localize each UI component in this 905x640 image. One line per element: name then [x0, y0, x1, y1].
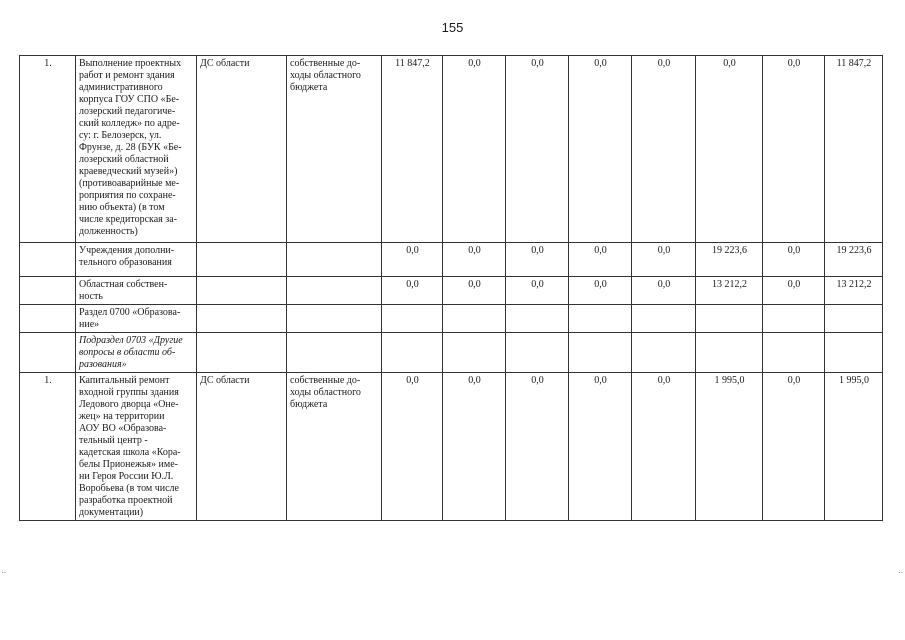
scan-mark-right: ‥ — [898, 566, 904, 575]
value-cell: 19 223,6 — [825, 243, 883, 277]
value-cell: 1 995,0 — [696, 373, 763, 521]
row-executor — [197, 277, 287, 305]
value-cell: 0,0 — [696, 56, 763, 243]
row-index: 1. — [20, 373, 76, 521]
value-cell: 0,0 — [506, 373, 569, 521]
row-name: Выполнение проектных работ и ремонт здания административного корпуса ГОУ СПО «Бе- лозерский педагогиче- ский колледж» по адре- су: г. Белозерск, ул. Фрунзе, д. 28 (БУК «Бе- лозерский областной краеведческий музей») (противоаварийные ме- роприятия по сохране- нию объекта) (в том числе кредиторская за- долженность) — [76, 56, 197, 243]
table-row — [20, 333, 883, 373]
scan-mark-left: ‥ — [1, 566, 7, 575]
row-executor: ДС области — [197, 56, 287, 243]
row-source: собственные до- ходы областного бюджета — [287, 56, 382, 243]
value-cell: 0,0 — [443, 373, 506, 521]
budget-table — [19, 55, 883, 521]
row-index — [20, 277, 76, 305]
value-cell: 0,0 — [443, 243, 506, 277]
value-cell: 0,0 — [382, 243, 443, 277]
value-cell: 0,0 — [382, 277, 443, 305]
value-cell: 0,0 — [569, 277, 632, 305]
row-index — [20, 333, 76, 373]
row-executor: ДС области — [197, 373, 287, 521]
value-cell — [443, 305, 506, 333]
value-cell: 0,0 — [506, 243, 569, 277]
value-cell — [569, 333, 632, 373]
value-cell: 0,0 — [506, 56, 569, 243]
value-cell: 11 847,2 — [825, 56, 883, 243]
value-cell: 0,0 — [443, 56, 506, 243]
table-row — [20, 243, 883, 277]
value-cell: 0,0 — [632, 56, 696, 243]
row-source — [287, 305, 382, 333]
row-name: Областная собствен- ность — [76, 277, 197, 305]
row-name: Капитальный ремонт входной группы здания Ледового дворца «Оне- жец» на территории АОУ ВО «Образова- тельный центр - кадетская школа «Кора- белы Прионежья» име- ни Героя России Ю.Л. Воробьева (в том числе разработка проектной документации) — [76, 373, 197, 521]
value-cell — [763, 333, 825, 373]
row-source — [287, 333, 382, 373]
value-cell — [825, 305, 883, 333]
value-cell: 0,0 — [632, 373, 696, 521]
value-cell — [569, 305, 632, 333]
table-row — [20, 305, 883, 333]
value-cell: 0,0 — [569, 243, 632, 277]
value-cell — [382, 333, 443, 373]
row-index — [20, 243, 76, 277]
table-row — [20, 56, 883, 243]
value-cell: 0,0 — [506, 277, 569, 305]
row-source — [287, 277, 382, 305]
row-executor — [197, 243, 287, 277]
value-cell — [506, 305, 569, 333]
value-cell — [443, 333, 506, 373]
row-source: собственные до- ходы областного бюджета — [287, 373, 382, 521]
subsection-heading: Подраздел 0703 «Другие вопросы в области об- разования» — [76, 333, 197, 373]
value-cell: 1 995,0 — [825, 373, 883, 521]
value-cell: 0,0 — [569, 56, 632, 243]
value-cell: 0,0 — [443, 277, 506, 305]
value-cell: 0,0 — [632, 243, 696, 277]
value-cell: 13 212,2 — [696, 277, 763, 305]
value-cell — [632, 333, 696, 373]
value-cell: 11 847,2 — [382, 56, 443, 243]
row-index — [20, 305, 76, 333]
table-row — [20, 373, 883, 521]
row-index: 1. — [20, 56, 76, 243]
page-number: 155 — [441, 20, 464, 35]
section-heading: Раздел 0700 «Образова- ние» — [76, 305, 197, 333]
value-cell — [506, 333, 569, 373]
value-cell: 19 223,6 — [696, 243, 763, 277]
value-cell — [696, 305, 763, 333]
row-executor — [197, 333, 287, 373]
value-cell: 0,0 — [763, 56, 825, 243]
value-cell: 0,0 — [632, 277, 696, 305]
value-cell — [763, 305, 825, 333]
value-cell — [632, 305, 696, 333]
value-cell: 0,0 — [763, 373, 825, 521]
value-cell: 0,0 — [763, 243, 825, 277]
value-cell: 0,0 — [569, 373, 632, 521]
value-cell: 0,0 — [763, 277, 825, 305]
row-name: Учреждения дополни- тельного образования — [76, 243, 197, 277]
row-source — [287, 243, 382, 277]
value-cell — [382, 305, 443, 333]
value-cell — [825, 333, 883, 373]
value-cell — [696, 333, 763, 373]
table-row — [20, 277, 883, 305]
value-cell: 13 212,2 — [825, 277, 883, 305]
row-executor — [197, 305, 287, 333]
value-cell: 0,0 — [382, 373, 443, 521]
